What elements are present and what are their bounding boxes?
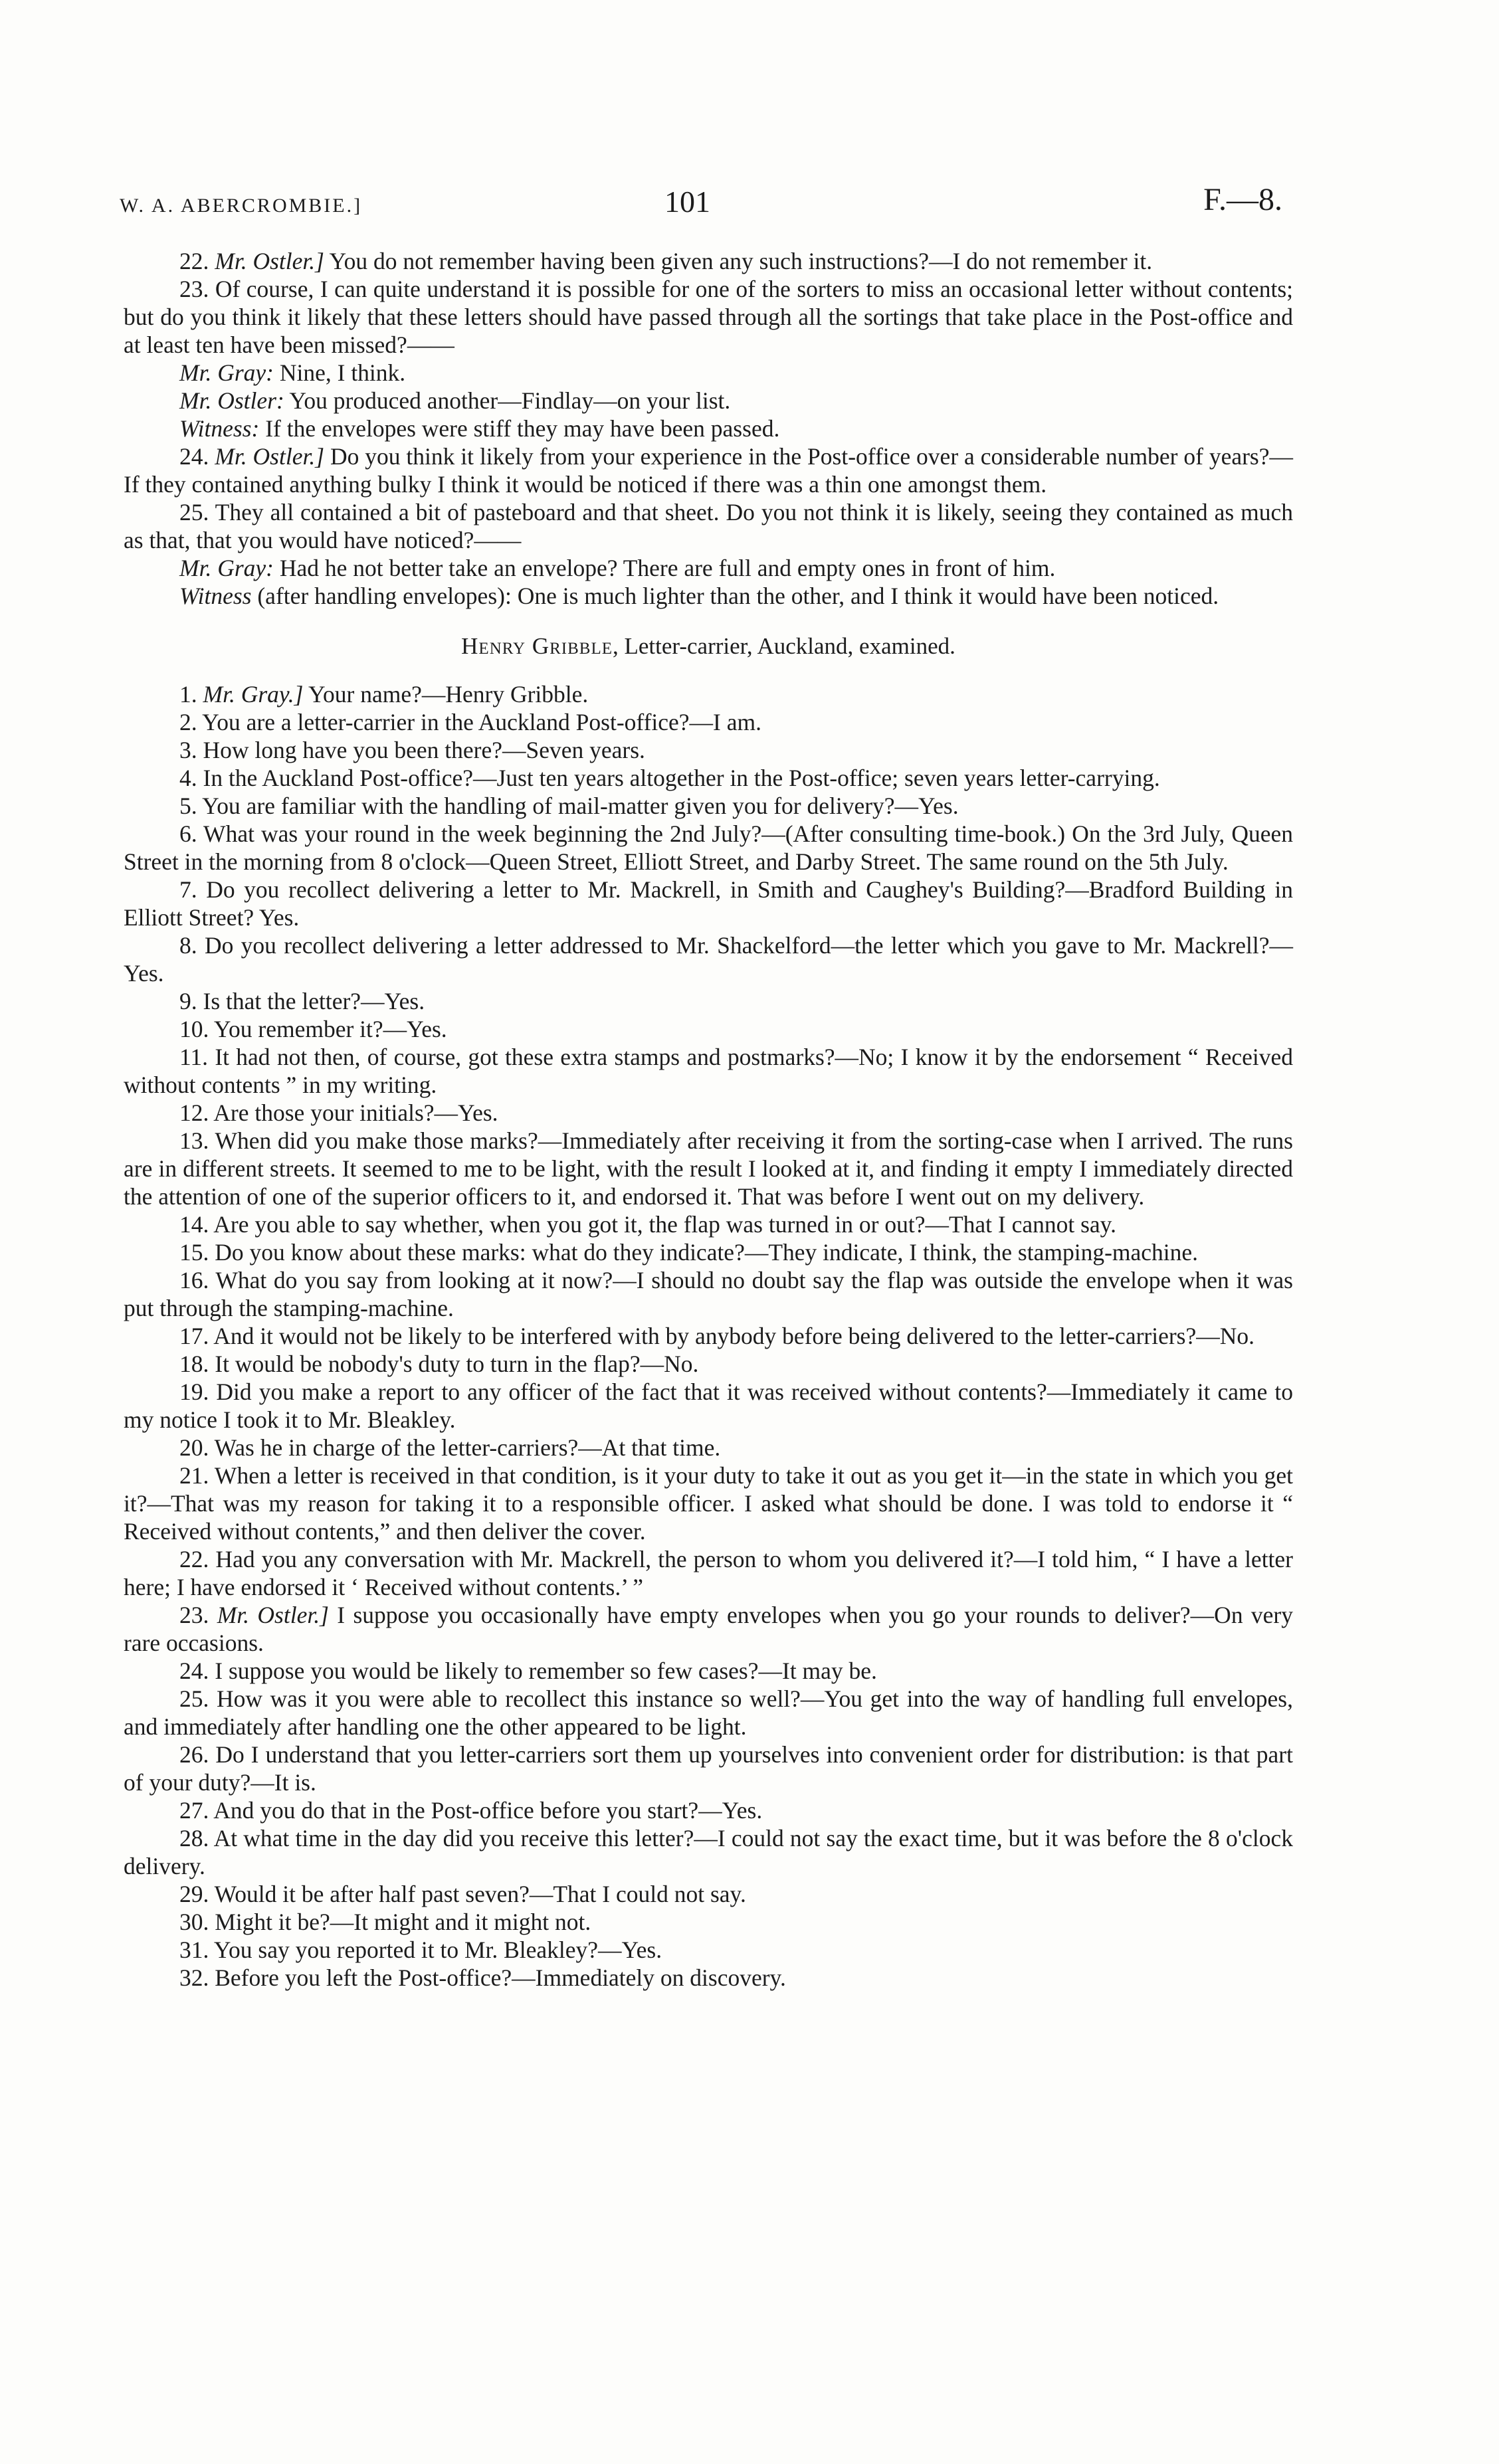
question-paragraph	[124, 987, 1293, 1015]
paragraph-text: You produced another—Findlay—on your list.	[284, 387, 731, 414]
question-paragraph	[124, 1964, 1293, 1992]
testimony-paragraph	[124, 275, 1293, 359]
speaker-label: Mr. Ostler:	[179, 387, 284, 414]
question-paragraph	[124, 1657, 1293, 1685]
question-paragraph	[124, 1741, 1293, 1796]
question-paragraph	[124, 1266, 1293, 1322]
paragraph-text: Do you think it likely from your experience in the Post-office over a considerable number of years?—If they contained anything bulky I think it would be noticed if there was a thin one amongst them.	[124, 443, 1294, 498]
paragraph-text: 8. Do you recollect delivering a letter addressed to Mr. Shackelford—the letter which you gave to Mr. Mackrell?—Yes.	[124, 932, 1293, 987]
paragraph-text: 3. How long have you been there?—Seven years.	[179, 737, 645, 763]
speaker-label: Witness	[179, 583, 252, 609]
speaker-label: Mr. Gray:	[179, 359, 274, 386]
paragraph-text: 20. Was he in charge of the letter-carriers?—At that time.	[179, 1434, 721, 1461]
speaker-label: Mr. Ostler.]	[217, 1602, 329, 1628]
page-number: 101	[664, 185, 710, 219]
question-paragraph	[124, 1685, 1293, 1741]
abercrombie-testimony	[124, 247, 1293, 610]
paragraph-text: 11. It had not then, of course, got these extra stamps and postmarks?—No; I know it by the endorsement “ Received without contents ” in my writing.	[124, 1044, 1293, 1098]
question-paragraph	[124, 1378, 1293, 1434]
paragraph-text: 23.	[179, 1602, 217, 1628]
question-paragraph	[124, 1545, 1293, 1601]
paragraph-text: 25. How was it you were able to recollect this instance so well?—You get into the way of handling full envelopes, and immediately after handling one the other appeared to be light.	[124, 1685, 1293, 1740]
paragraph-text: Nine, I think.	[273, 359, 406, 386]
testimony-paragraph	[124, 498, 1293, 554]
question-paragraph	[124, 1322, 1293, 1350]
paragraph-text: (after handling envelopes): One is much lighter than the other, and I think it would have been noticed.	[251, 583, 1219, 609]
paragraph-text: 7. Do you recollect delivering a letter to Mr. Mackrell, in Smith and Caughey's Building?—Bradford Building in Elliott Street? Yes.	[124, 876, 1293, 931]
question-paragraph	[124, 1936, 1293, 1964]
section-heading	[124, 632, 1293, 660]
paragraph-text: 27. And you do that in the Post-office before you start?—Yes.	[179, 1797, 763, 1824]
question-paragraph	[124, 1796, 1293, 1824]
speaker-label: Mr. Gray.]	[203, 681, 304, 708]
testimony-paragraph	[124, 247, 1293, 275]
paragraph-text: 22.	[179, 248, 215, 274]
paragraph-text: I suppose you occasionally have empty envelopes when you go your rounds to deliver?—On very rare occasions.	[124, 1602, 1293, 1656]
testimony-paragraph	[124, 387, 1293, 415]
paragraph-text: 14. Are you able to say whether, when you got it, the flap was turned in or out?—That I cannot say.	[179, 1211, 1116, 1238]
paragraph-text: 13. When did you make those marks?—Immediately after receiving it from the sorting-case when I arrived. The runs are in different streets. It seemed to me to be light, with the result I looked at it, and finding it empty I immediately directed the attention of one of the superior officers to it, and endorsed it. That was before I went out on my delivery.	[124, 1127, 1293, 1210]
question-paragraph	[124, 1099, 1293, 1127]
paragraph-text: 23. Of course, I can quite understand it is possible for one of the sorters to miss an occasional letter without contents; but do you think it likely that these letters should have passed through all the sortings that take place in the Post-office and at least ten have been missed?——	[124, 276, 1293, 358]
page-body	[124, 247, 1293, 1992]
question-paragraph	[124, 1127, 1293, 1210]
question-paragraph	[124, 1350, 1293, 1378]
speaker-label: Mr. Ostler.]	[215, 248, 324, 274]
paragraph-text: 16. What do you say from looking at it now?—I should no doubt say the flap was outside the envelope when it was put through the stamping-machine.	[124, 1267, 1293, 1321]
question-paragraph	[124, 1880, 1293, 1908]
witness-name: Henry Gribble	[461, 633, 613, 659]
paragraph-text: 9. Is that the letter?—Yes.	[179, 988, 425, 1014]
paragraph-text: Had he not better take an envelope? There are full and empty ones in front of him.	[273, 555, 1056, 581]
paragraph-text: 25. They all contained a bit of pasteboard and that sheet. Do you not think it is likely, seeing they contained as much as that, that you would have noticed?——	[124, 499, 1293, 553]
paragraph-text: 22. Had you any conversation with Mr. Mackrell, the person to whom you delivered it?—I told him, “ I have a letter here; I have endorsed it ‘ Received without contents.’ ”	[124, 1546, 1293, 1600]
paragraph-text: 32. Before you left the Post-office?—Immediately on discovery.	[179, 1964, 786, 1991]
witness-running-head: W. A. ABERCROMBIE.]	[120, 195, 363, 217]
question-paragraph	[124, 708, 1293, 736]
paragraph-text: 12. Are those your initials?—Yes.	[179, 1099, 498, 1126]
testimony-paragraph	[124, 415, 1293, 442]
question-paragraph	[124, 1434, 1293, 1462]
paragraph-text: 29. Would it be after half past seven?—That I could not say.	[179, 1881, 746, 1907]
question-paragraph	[124, 1210, 1293, 1238]
speaker-label: Mr. Gray:	[179, 555, 274, 581]
question-paragraph	[124, 1601, 1293, 1657]
speaker-label: Witness:	[179, 415, 260, 442]
paragraph-text: 15. Do you know about these marks: what do they indicate?—They indicate, I think, the stamping-machine.	[179, 1239, 1199, 1266]
question-paragraph	[124, 1043, 1293, 1099]
testimony-paragraph	[124, 554, 1293, 582]
document-reference: F.—8.	[1203, 182, 1282, 217]
gribble-testimony	[124, 680, 1293, 1992]
paragraph-text: 24. I suppose you would be likely to remember so few cases?—It may be.	[179, 1658, 877, 1684]
paragraph-text: 2. You are a letter-carrier in the Auckland Post-office?—I am.	[179, 709, 761, 735]
paragraph-text: 10. You remember it?—Yes.	[179, 1016, 447, 1042]
paragraph-text: You do not remember having been given any such instructions?—I do not remember it.	[324, 248, 1153, 274]
testimony-paragraph	[124, 582, 1293, 610]
question-paragraph	[124, 1015, 1293, 1043]
question-paragraph	[124, 1908, 1293, 1936]
paragraph-text: 30. Might it be?—It might and it might not.	[179, 1909, 591, 1935]
question-paragraph	[124, 680, 1293, 708]
paragraph-text: 31. You say you reported it to Mr. Bleakley?—Yes.	[179, 1937, 662, 1963]
paragraph-text: 28. At what time in the day did you receive this letter?—I could not say the exact time, but it was before the 8 o'clock delivery.	[124, 1825, 1293, 1879]
paragraph-text: 1.	[179, 681, 203, 708]
paragraph-text: 24.	[179, 443, 215, 470]
testimony-paragraph	[124, 359, 1293, 387]
testimony-paragraph	[124, 442, 1293, 498]
page-header	[120, 176, 1296, 236]
paragraph-text: 4. In the Auckland Post-office?—Just ten years altogether in the Post-office; seven years letter-carrying.	[179, 765, 1160, 791]
speaker-label: Mr. Ostler.]	[215, 443, 325, 470]
question-paragraph	[124, 792, 1293, 820]
question-paragraph	[124, 1824, 1293, 1880]
paragraph-text: Your name?—Henry Gribble.	[303, 681, 589, 708]
witness-description: , Letter-carrier, Auckland, examined.	[613, 633, 955, 659]
question-paragraph	[124, 931, 1293, 987]
paragraph-text: 26. Do I understand that you letter-carriers sort them up yourselves into convenient order for distribution: is that part of your duty?—It is.	[124, 1741, 1293, 1796]
question-paragraph	[124, 764, 1293, 792]
paragraph-text: 18. It would be nobody's duty to turn in the flap?—No.	[179, 1351, 699, 1377]
paragraph-text: 5. You are familiar with the handling of mail-matter given you for delivery?—Yes.	[179, 793, 959, 819]
paragraph-text: 21. When a letter is received in that condition, is it your duty to take it out as you get it—in the state in which you get it?—That was my reason for taking it to a responsible officer. I asked what should be done. I was told to endorse it “ Received without contents,” and then deliver the cover.	[124, 1462, 1293, 1545]
question-paragraph	[124, 1238, 1293, 1266]
question-paragraph	[124, 1462, 1293, 1545]
question-paragraph	[124, 876, 1293, 931]
question-paragraph	[124, 820, 1293, 876]
paragraph-text: 17. And it would not be likely to be interfered with by anybody before being delivered to the letter-carriers?—No.	[179, 1323, 1254, 1349]
paragraph-text: If the envelopes were stiff they may have been passed.	[259, 415, 780, 442]
paragraph-text: 19. Did you make a report to any officer of the fact that it was received without contents?—Immediately it came to my notice I took it to Mr. Bleakley.	[124, 1378, 1293, 1433]
paragraph-text: 6. What was your round in the week beginning the 2nd July?—(After consulting time-book.) On the 3rd July, Queen Street in the morning from 8 o'clock—Queen Street, Elliott Street, and Darby Street. The same round on the 5th July.	[124, 820, 1293, 875]
question-paragraph	[124, 736, 1293, 764]
